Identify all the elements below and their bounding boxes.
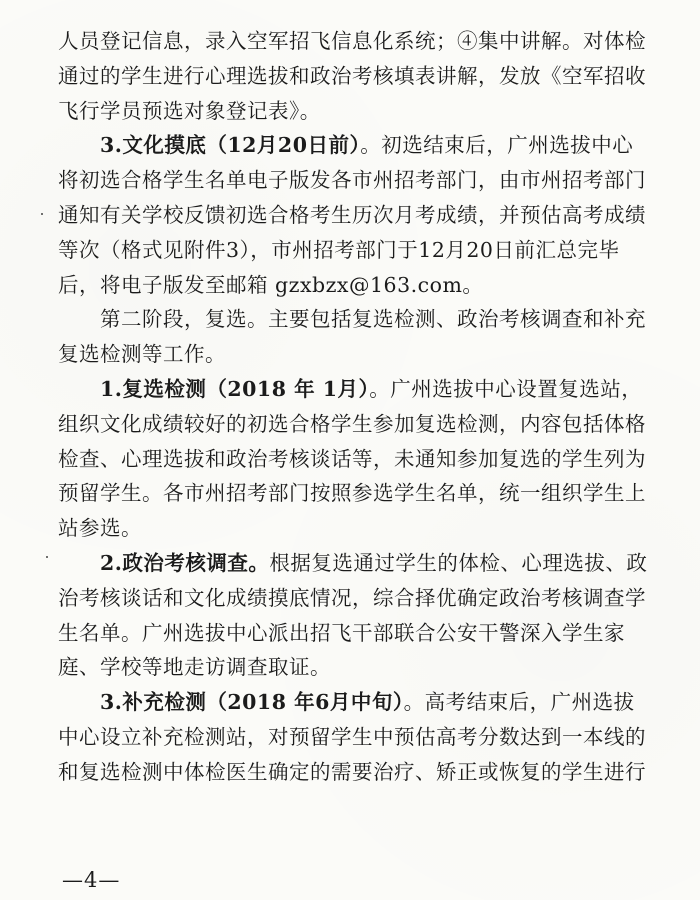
text-line: 通知有关学校反馈初选合格考生历次月考成绩，并预估高考成绩 [58, 202, 646, 227]
scan-speck [46, 556, 48, 558]
text-line: 中心设立补充检测站，对预留学生中预估高考分数达到一本线的 [58, 724, 646, 749]
section-line [58, 685, 658, 720]
text-line: 等次（格式见附件3），市州招考部门于12月20日前汇总完毕 [58, 237, 620, 262]
section-heading: 3.文化摸底（12月20日前） [100, 133, 361, 158]
text-line: 复选检测等工作。 [58, 342, 226, 367]
section-text: 。初选结束后，广州选拔中心 [360, 133, 634, 158]
text-line: 站参选。 [58, 516, 142, 541]
section-heading: 1.复选检测（2018 年 1月） [100, 376, 370, 401]
text-line: 和复选检测中体检医生确定的需要治疗、矫正或恢复的学生进行 [58, 759, 646, 784]
text-line: 治考核谈话和文化成绩摸底情况，综合择优确定政治考核调查学 [58, 585, 646, 610]
section-text: 。广州选拔中心设置复选站， [369, 376, 643, 401]
text-line: 飞行学员预选对象登记表》。 [58, 98, 321, 123]
section-line [58, 128, 658, 163]
text-line: 生名单。广州选拔中心派出招飞干部联合公安干警深入学生家 [58, 620, 625, 645]
section-heading: 2.政治考核调查。 [100, 550, 270, 575]
page-number: —4— [62, 868, 121, 892]
section-text: 根据复选通过学生的体检、心理选拔、政 [269, 550, 648, 575]
text-line: 将初选合格学生名单电子版发各市州招考部门，由市州招考部门 [58, 168, 646, 193]
text-line: 庭、学校等地走访调查取证。 [58, 655, 331, 680]
section-line [58, 546, 658, 581]
text-line: 通过的学生进行心理选拔和政治考核填表讲解，发放《空军招收 [58, 63, 646, 88]
section-line [58, 372, 658, 407]
section-text: 。高考结束后，广州选拔 [403, 690, 635, 715]
text-line: 组织文化成绩较好的初选合格学生参加复选检测，内容包括体格 [58, 411, 646, 436]
document-body [58, 24, 658, 790]
text-line: 人员登记信息，录入空军招飞信息化系统；④集中讲解。对体检 [58, 29, 646, 53]
scan-speck [41, 213, 43, 215]
text-line: 第二阶段，复选。主要包括复选检测、政治考核调查和补充 [100, 307, 646, 332]
section-heading: 3.补充检测（2018 年6月中旬） [100, 690, 404, 715]
text-line: 预留学生。各市州招考部门按照参选学生名单，统一组织学生上 [58, 481, 646, 506]
text-line: 后，将电子版发至邮箱 gzxbzx@163.com。 [58, 272, 484, 297]
text-line: 检查、心理选拔和政治考核谈话等，未通知参加复选的学生列为 [58, 446, 646, 471]
